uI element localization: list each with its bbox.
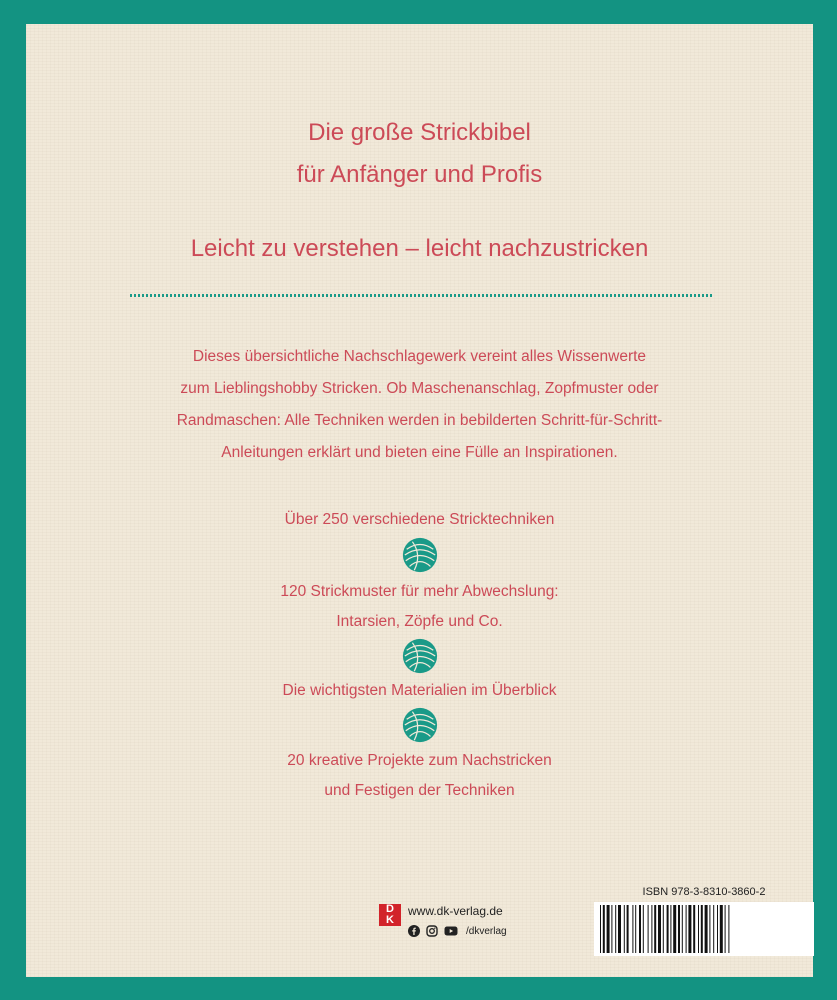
description-line-2: zum Lieblingshobby Stricken. Ob Maschenanschlag, Zopfmuster oder bbox=[180, 380, 659, 397]
description-line-3: Randmaschen: Alle Techniken werden in bebilderten Schritt-für-Schritt- bbox=[176, 412, 663, 429]
dotted-divider bbox=[130, 294, 714, 297]
social-handle[interactable]: /dkverlag bbox=[466, 925, 507, 937]
description-line-4: Anleitungen erklärt und bieten eine Fülle an Inspirationen. bbox=[221, 444, 618, 461]
tagline: Leicht zu verstehen – leicht nachzustricken bbox=[190, 235, 649, 262]
title-line-2: für Anfänger und Profis bbox=[296, 161, 543, 188]
title-line-1: Die große Strickbibel bbox=[308, 119, 531, 146]
description-line-1: Dieses übersichtliche Nachschlagewerk vereint alles Wissenwerte bbox=[192, 348, 647, 365]
isbn-barcode bbox=[594, 886, 814, 956]
barcode-bars bbox=[594, 902, 814, 956]
yarn-ball-icon bbox=[401, 706, 439, 744]
yarn-ball-icon bbox=[401, 536, 439, 574]
feature-4-line-1: 20 kreative Projekte zum Nachstricken bbox=[287, 752, 552, 769]
feature-3: Die wichtigsten Materialien im Überblick bbox=[282, 682, 557, 699]
dk-logo: D K bbox=[379, 904, 401, 926]
cover-panel bbox=[26, 24, 813, 977]
feature-2-line-2: Intarsien, Zöpfe und Co. bbox=[336, 613, 503, 630]
feature-4-line-2: und Festigen der Techniken bbox=[324, 782, 515, 799]
website-link[interactable]: www.dk-verlag.de bbox=[408, 904, 503, 918]
yarn-ball-icon bbox=[401, 637, 439, 675]
instagram-icon[interactable] bbox=[426, 925, 438, 937]
feature-2-line-1: 120 Strickmuster für mehr Abwechslung: bbox=[280, 583, 559, 600]
facebook-icon[interactable] bbox=[408, 925, 420, 937]
social-links bbox=[408, 924, 507, 938]
youtube-icon[interactable] bbox=[444, 925, 458, 937]
isbn-number: ISBN 978-3-8310-3860-2 bbox=[642, 886, 766, 898]
feature-1: Über 250 verschiedene Stricktechniken bbox=[284, 511, 555, 528]
